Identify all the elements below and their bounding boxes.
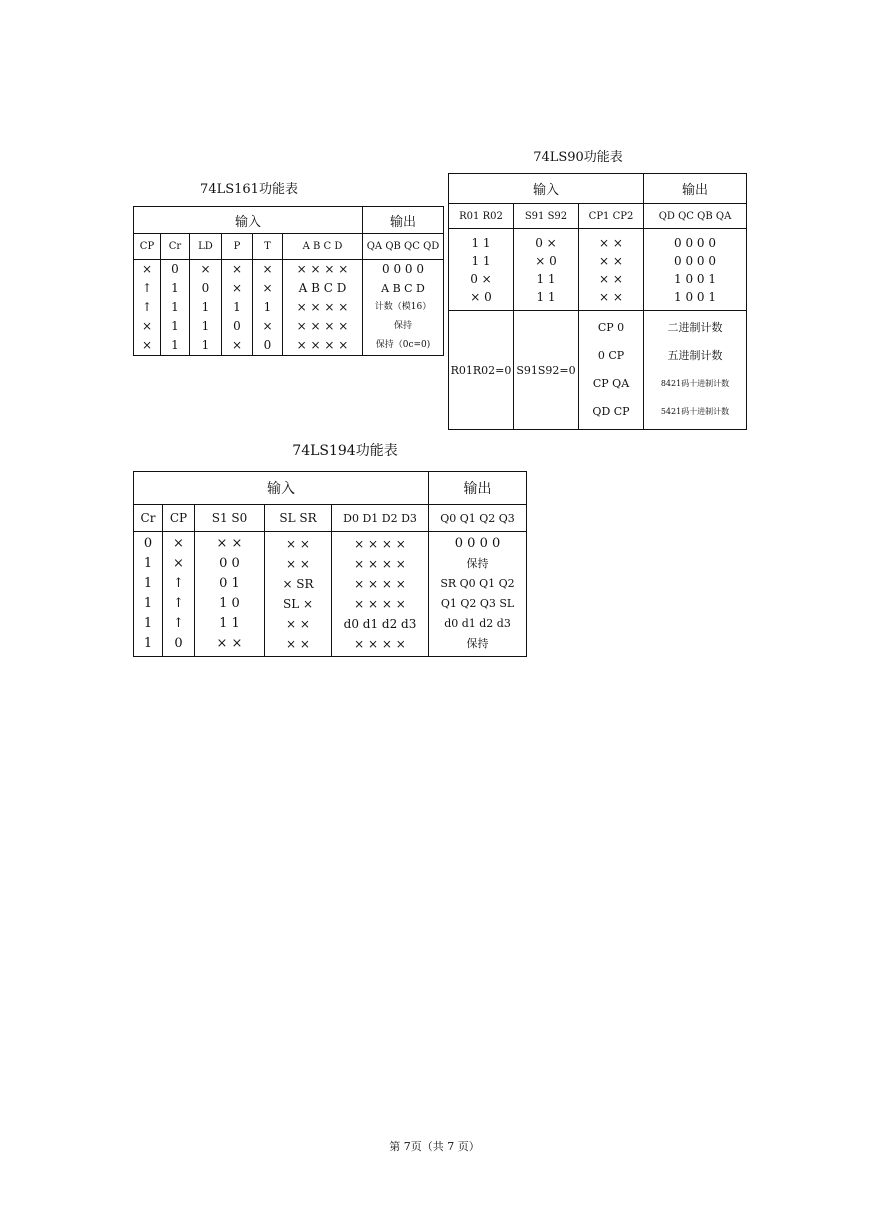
t194-d-4: d0 d1 d2 d3	[343, 617, 417, 631]
t161-cp-4: ×	[141, 338, 153, 352]
t161-p-2: 1	[233, 300, 241, 314]
t90-title: 74LS90功能表	[533, 150, 623, 165]
t90-s-cell	[514, 229, 579, 311]
t194-s-5: × ×	[216, 636, 243, 651]
t194-q-cell	[429, 532, 527, 657]
t90-cond-s: S91S92=0	[514, 311, 579, 430]
t90-mode-cp-1: 0 CP	[597, 349, 625, 362]
t90-input-header: 输入	[449, 174, 644, 204]
t161-col-cr: Cr	[161, 234, 190, 260]
t161-col-ld: LD	[190, 234, 222, 260]
t90-col-q: QD QC QB QA	[644, 204, 747, 229]
t194-cp-1: ×	[173, 556, 184, 571]
t194-s-0: × ×	[216, 536, 243, 551]
t161-cp-cell	[134, 260, 161, 356]
t161-abcd-4: × × × ×	[296, 338, 349, 352]
t90-col-r: R01 R02	[449, 204, 514, 229]
t161-output-header: 输出	[363, 207, 444, 234]
t161-cr-4: 1	[171, 338, 179, 352]
t194-lr-3: SL ×	[282, 597, 314, 611]
t194-col-lr: SL SR	[265, 505, 332, 532]
t90-cp-cell	[579, 229, 644, 311]
t194-lr-2: × SR	[282, 577, 314, 591]
t161-col-q: QA QB QC QD	[363, 234, 444, 260]
t161-t-2: 1	[263, 300, 272, 314]
t194-cr-2: 1	[143, 576, 153, 591]
t90-mode-cp-2: CP QA	[592, 377, 630, 390]
t90-s-2: 1 1	[536, 271, 556, 286]
t161-cp-1: ↑	[141, 281, 153, 295]
t161-col-p: P	[222, 234, 253, 260]
t161-table	[133, 206, 444, 356]
t90-cp-2: × ×	[599, 271, 623, 286]
t161-abcd-2: × × × ×	[296, 300, 349, 314]
t161-out-3: 保持	[394, 321, 413, 331]
t90-r-2: 0 ×	[470, 271, 492, 286]
t194-cr-5: 1	[143, 636, 153, 651]
t161-p-1: ×	[231, 281, 243, 295]
t194-d-0: × × × ×	[354, 537, 406, 551]
t161-col-abcd: A B C D	[283, 234, 363, 260]
t194-cr-cell	[134, 532, 163, 657]
t90-q-cell	[644, 229, 747, 311]
t161-t-4: 0	[263, 338, 272, 352]
t194-lr-4: × ×	[286, 617, 310, 631]
t194-q-0: 0 0 0 0	[454, 536, 501, 551]
t194-cp-4: ↑	[173, 616, 184, 631]
t194-cr-4: 1	[143, 616, 153, 631]
t161-p-4: ×	[231, 338, 243, 352]
t194-d-3: × × × ×	[354, 597, 406, 611]
t194-cp-2: ↑	[173, 576, 184, 591]
t194-d-2: × × × ×	[354, 577, 406, 591]
t194-s-cell	[195, 532, 265, 657]
t90-output-header: 输出	[644, 174, 747, 204]
t161-p-cell	[222, 260, 253, 356]
t161-t-cell	[253, 260, 283, 356]
t161-ld-3: 1	[201, 319, 210, 333]
t161-out-0: 0 0 0 0	[382, 262, 424, 276]
t161-cp-0: ×	[141, 262, 153, 276]
t161-out-4: 保持（0c=0)	[375, 340, 431, 350]
t90-mode-text-3: 5421码十进制计数	[660, 407, 730, 416]
t194-col-q: Q0 Q1 Q2 Q3	[429, 505, 527, 532]
t194-q-5: 保持	[466, 637, 489, 650]
t194-q-3: Q1 Q2 Q3 SL	[440, 597, 515, 610]
t161-t-3: ×	[262, 319, 273, 333]
t194-d-5: × × × ×	[354, 637, 406, 651]
t194-q-2: SR Q0 Q1 Q2	[440, 577, 515, 590]
t90-cond-r: R01R02=0	[449, 311, 514, 430]
t161-col-t: T	[253, 234, 283, 260]
t194-cr-0: 0	[143, 536, 153, 551]
t90-mode-text-1: 五进制计数	[667, 349, 723, 362]
t161-cr-1: 1	[171, 281, 179, 295]
t194-cp-0: ×	[173, 536, 184, 551]
t161-cp-2: ↑	[141, 300, 153, 314]
t90-mode-text-2: 8421码十进制计数	[660, 379, 730, 388]
t194-q-4: d0 d1 d2 d3	[444, 617, 511, 630]
t90-mode-text-0: 二进制计数	[667, 321, 723, 334]
t194-cr-1: 1	[143, 556, 153, 571]
t194-cp-5: 0	[174, 636, 183, 651]
t194-col-s: S1 S0	[195, 505, 265, 532]
t90-s-3: 1 1	[536, 289, 556, 304]
t161-input-header: 输入	[134, 207, 363, 234]
t90-q-3: 1 0 0 1	[674, 289, 716, 304]
t90-col-cp: CP1 CP2	[579, 204, 644, 229]
t161-ld-2: 1	[201, 300, 210, 314]
t90-q-0: 0 0 0 0	[674, 235, 716, 250]
t161-ld-0: ×	[200, 262, 211, 276]
t194-d-1: × × × ×	[354, 557, 406, 571]
t161-ld-1: 0	[201, 281, 210, 295]
t194-q-1: 保持	[466, 557, 489, 570]
page-footer: 第 7页（共 7 页）	[389, 1140, 480, 1153]
t90-mode-cp-3: QD CP	[592, 405, 630, 418]
t194-output-header: 输出	[429, 472, 527, 505]
t194-s-1: 0 0	[219, 556, 240, 571]
t194-cp-3: ↑	[173, 596, 184, 611]
t194-cr-3: 1	[143, 596, 153, 611]
t161-ld-4: 1	[201, 338, 210, 352]
t161-p-0: ×	[231, 262, 243, 276]
t161-out-1: A B C D	[381, 282, 425, 295]
t161-abcd-0: × × × ×	[296, 262, 349, 276]
t194-lr-0: × ×	[286, 537, 310, 551]
t161-col-cp: CP	[134, 234, 161, 260]
t194-cp-cell	[163, 532, 195, 657]
t161-t-1: ×	[262, 281, 273, 295]
t161-p-3: 0	[233, 319, 241, 333]
t161-abcd-3: × × × ×	[296, 319, 349, 333]
t161-out-cell	[363, 260, 444, 356]
t194-title: 74LS194功能表	[292, 443, 398, 459]
t90-cp-3: × ×	[599, 289, 623, 304]
t90-r-0: 1 1	[471, 235, 491, 250]
t161-t-0: ×	[262, 262, 273, 276]
t161-title: 74LS161功能表	[200, 182, 298, 197]
t90-cp-1: × ×	[599, 253, 623, 268]
t90-r-3: × 0	[470, 289, 492, 304]
t90-col-s: S91 S92	[514, 204, 579, 229]
t90-mode-cp-cell	[579, 311, 644, 430]
t161-ld-cell	[190, 260, 222, 356]
t90-s-1: × 0	[535, 253, 557, 268]
t194-input-header: 输入	[134, 472, 429, 505]
t194-col-cp: CP	[163, 505, 195, 532]
t90-q-2: 1 0 0 1	[674, 271, 716, 286]
t90-mode-text-cell	[644, 311, 747, 430]
t161-cr-0: 0	[171, 262, 179, 276]
t194-table	[133, 471, 527, 657]
t161-cr-cell	[161, 260, 190, 356]
t194-col-d: D0 D1 D2 D3	[332, 505, 429, 532]
t194-s-3: 1 0	[219, 596, 240, 611]
t194-d-cell	[332, 532, 429, 657]
t194-lr-5: × ×	[286, 637, 310, 651]
t90-table	[448, 173, 747, 430]
t161-cr-2: 1	[171, 300, 179, 314]
t161-abcd-cell	[283, 260, 363, 356]
t194-lr-1: × ×	[286, 557, 310, 571]
t90-s-0: 0 ×	[535, 235, 557, 250]
t161-cp-3: ×	[141, 319, 153, 333]
t90-r-1: 1 1	[471, 253, 491, 268]
t161-abcd-1: A B C D	[298, 281, 347, 295]
t90-cp-0: × ×	[599, 235, 623, 250]
t161-out-2: 计数（模16）	[374, 302, 432, 312]
t161-cr-3: 1	[171, 319, 179, 333]
t194-lr-cell	[265, 532, 332, 657]
t194-s-2: 0 1	[219, 576, 240, 591]
t90-q-1: 0 0 0 0	[674, 253, 716, 268]
t194-s-4: 1 1	[219, 616, 240, 631]
t90-r-cell	[449, 229, 514, 311]
t90-mode-cp-0: CP 0	[597, 321, 625, 334]
t194-col-cr: Cr	[134, 505, 163, 532]
